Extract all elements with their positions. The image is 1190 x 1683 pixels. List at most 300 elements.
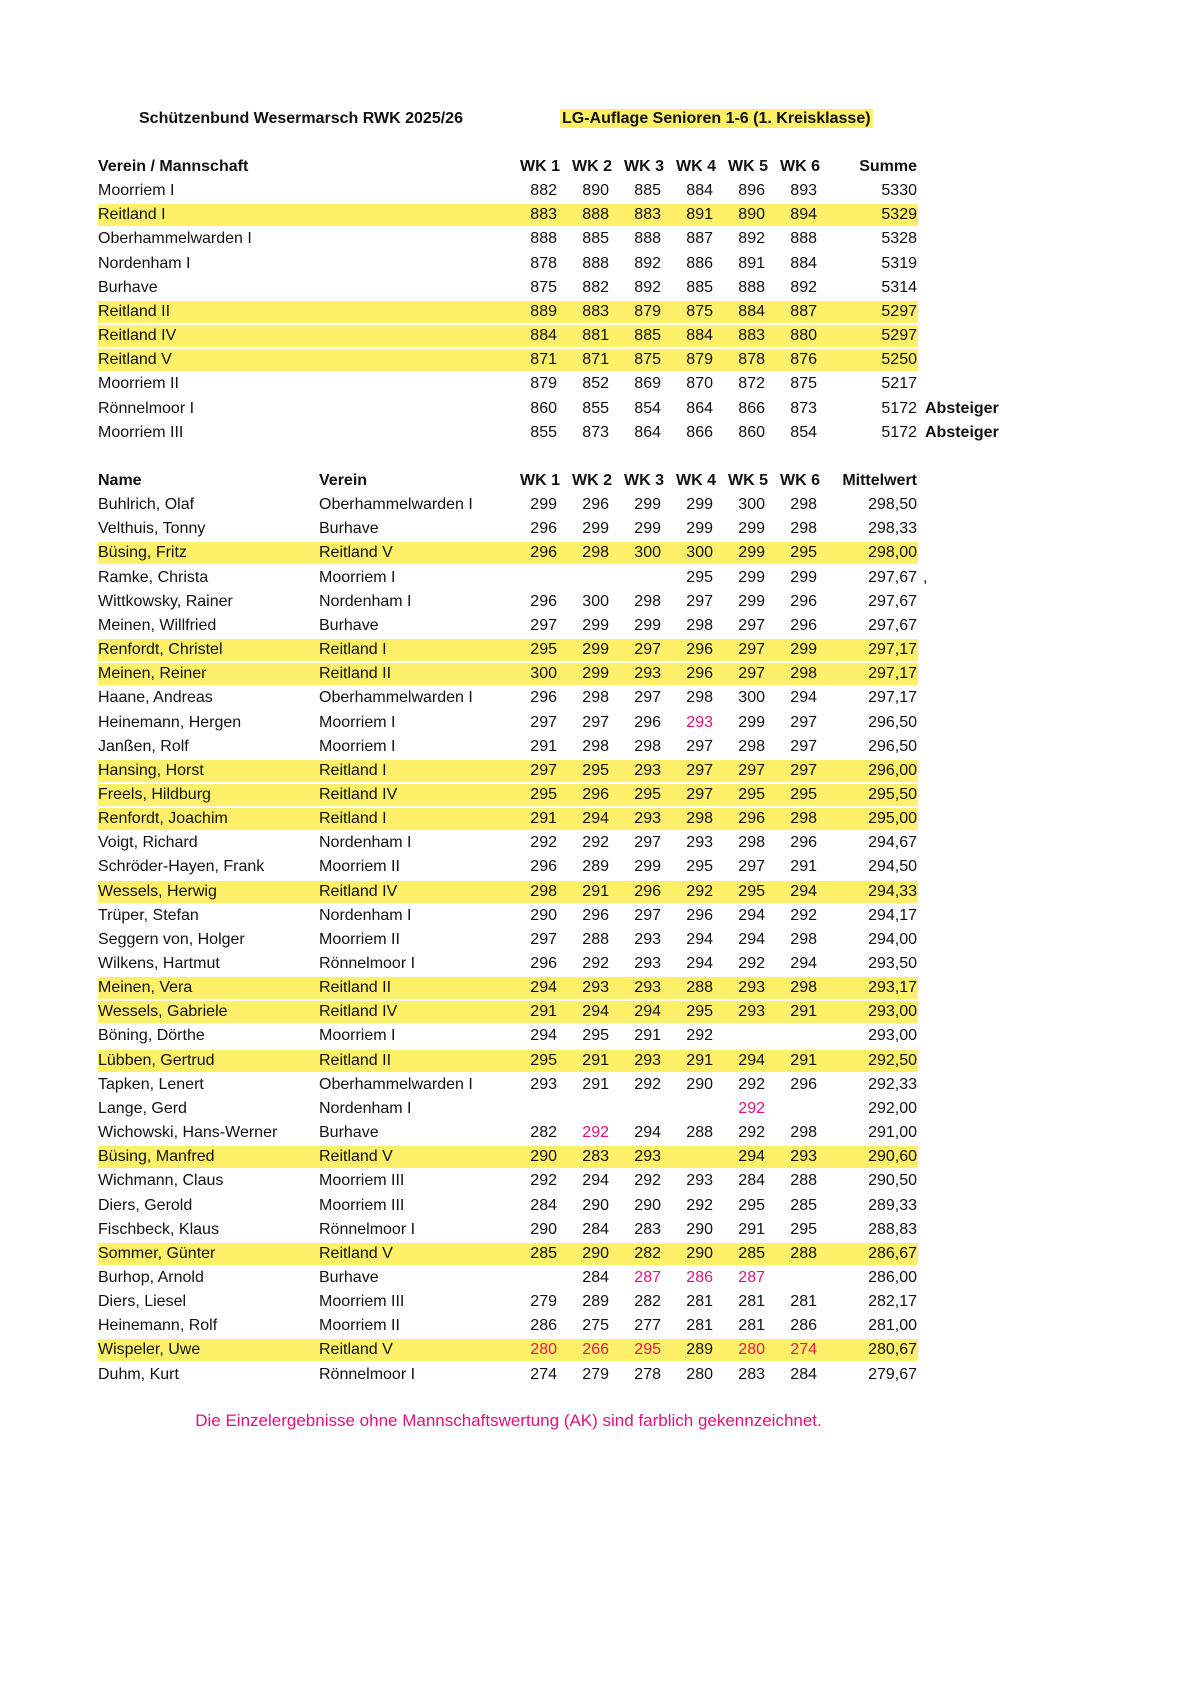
score-cell-marked: 274 [790, 1341, 817, 1359]
score-cell: 294 [530, 979, 557, 997]
score-cell: 299 [634, 858, 661, 876]
score-cell: 299 [582, 665, 609, 683]
score-cell: 873 [790, 399, 817, 417]
average-cell: 292,50 [868, 1051, 917, 1069]
score-cell: 295 [530, 641, 557, 659]
average-cell: 288,83 [868, 1220, 917, 1238]
sum-cell: 5297 [881, 327, 917, 345]
score-cell: 855 [582, 399, 609, 417]
score-cell: 294 [582, 810, 609, 828]
score-cell: 297 [790, 737, 817, 755]
score-cell: 296 [790, 616, 817, 634]
average-cell: 281,00 [868, 1317, 917, 1335]
player-club: Reitland V [319, 1341, 393, 1359]
player-name: Meinen, Reiner [98, 665, 207, 683]
score-cell: 298 [790, 810, 817, 828]
score-cell: 292 [790, 906, 817, 924]
score-cell: 294 [738, 1148, 765, 1166]
score-cell: 298 [686, 616, 713, 634]
average-cell: 294,50 [868, 858, 917, 876]
score-cell: 296 [634, 882, 661, 900]
score-cell: 875 [790, 375, 817, 393]
score-cell: 282 [634, 1244, 661, 1262]
score-cell: 296 [790, 592, 817, 610]
league-title: LG-Auflage Senioren 1-6 (1. Kreisklasse) [562, 110, 871, 127]
score-cell: 291 [738, 1220, 765, 1238]
score-cell: 866 [738, 399, 765, 417]
score-cell: 284 [582, 1220, 609, 1238]
score-cell: 883 [738, 327, 765, 345]
score-cell: 299 [738, 520, 765, 538]
player-row [98, 784, 918, 806]
player-row [98, 591, 918, 613]
player-row [98, 1001, 918, 1023]
player-name: Duhm, Kurt [98, 1365, 179, 1383]
score-cell: 294 [790, 882, 817, 900]
score-cell: 893 [790, 182, 817, 200]
score-cell: 896 [738, 182, 765, 200]
player-club: Burhave [319, 520, 379, 538]
team-name: Rönnelmoor I [98, 399, 195, 417]
player-club: Moorriem I [319, 713, 396, 731]
player-row [98, 929, 918, 951]
score-cell: 888 [530, 230, 557, 248]
player-row [98, 953, 918, 975]
sum-cell: 5314 [881, 278, 917, 296]
score-cell: 890 [582, 182, 609, 200]
player-row [98, 542, 918, 564]
score-cell: 295 [790, 544, 817, 562]
average-cell: 291,00 [868, 1124, 917, 1142]
sum-cell: 5329 [881, 206, 917, 224]
score-cell: 887 [686, 230, 713, 248]
score-cell: 885 [634, 182, 661, 200]
score-cell: 884 [686, 327, 713, 345]
relegation-label: Absteiger [925, 423, 999, 441]
score-cell: 884 [790, 254, 817, 272]
score-cell: 299 [530, 496, 557, 514]
score-cell: 296 [530, 520, 557, 538]
score-cell: 294 [686, 930, 713, 948]
player-club: Reitland V [319, 544, 393, 562]
score-cell: 295 [530, 1051, 557, 1069]
average-cell: 289,33 [868, 1196, 917, 1214]
column-header: WK 5 [728, 158, 768, 175]
score-cell: 297 [686, 761, 713, 779]
score-cell: 873 [582, 423, 609, 441]
score-cell: 298 [686, 689, 713, 707]
player-club: Moorriem I [319, 737, 396, 755]
score-cell: 289 [582, 858, 609, 876]
team-row [98, 180, 918, 202]
player-name: Trüper, Stefan [98, 906, 199, 924]
score-cell: 297 [530, 761, 557, 779]
score-cell: 854 [634, 399, 661, 417]
score-cell: 880 [790, 327, 817, 345]
average-cell: 293,50 [868, 955, 917, 972]
score-cell: 886 [686, 254, 713, 272]
score-cell: 298 [790, 979, 817, 997]
score-cell: 885 [582, 230, 609, 248]
score-cell: 281 [738, 1317, 765, 1335]
average-cell: 290,60 [868, 1148, 917, 1166]
player-club: Oberhammelwarden I [319, 496, 473, 514]
score-cell: 892 [790, 278, 817, 296]
score-cell: 299 [582, 616, 609, 634]
score-cell: 294 [738, 930, 765, 948]
score-cell: 297 [634, 689, 661, 707]
score-cell: 298 [582, 737, 609, 755]
score-cell: 298 [582, 544, 609, 562]
score-cell: 296 [582, 906, 609, 924]
score-cell: 290 [634, 1196, 661, 1214]
player-club: Rönnelmoor I [319, 955, 416, 972]
score-cell-marked: 266 [582, 1341, 609, 1359]
sum-cell: 5297 [881, 302, 917, 320]
team-row [98, 204, 918, 226]
score-cell-marked: 280 [530, 1341, 557, 1359]
player-club: Moorriem I [319, 1027, 396, 1045]
score-cell: 294 [790, 955, 817, 972]
player-club: Moorriem III [319, 1172, 405, 1190]
team-row [98, 301, 918, 323]
score-cell: 295 [530, 785, 557, 803]
player-row [98, 1074, 918, 1096]
average-cell: 279,67 [868, 1365, 917, 1383]
team-name: Moorriem II [98, 375, 179, 393]
player-row [98, 905, 918, 927]
score-cell: 285 [790, 1196, 817, 1214]
score-cell: 284 [738, 1172, 765, 1190]
score-cell: 885 [634, 327, 661, 345]
score-cell: 297 [634, 906, 661, 924]
score-cell: 298 [790, 1124, 817, 1142]
score-cell: 291 [634, 1027, 661, 1045]
player-name: Wilkens, Hartmut [98, 955, 220, 972]
average-cell: 298,50 [868, 496, 917, 514]
score-cell: 296 [686, 906, 713, 924]
score-cell: 296 [790, 834, 817, 852]
player-row [98, 832, 918, 854]
score-cell: 293 [634, 979, 661, 997]
score-cell: 297 [686, 785, 713, 803]
player-club: Reitland IV [319, 785, 398, 803]
player-name: Büsing, Manfred [98, 1148, 215, 1166]
score-cell: 291 [530, 737, 557, 755]
score-cell: 300 [582, 592, 609, 610]
score-cell: 291 [530, 1003, 557, 1021]
score-cell: 296 [582, 785, 609, 803]
score-cell: 300 [634, 544, 661, 562]
score-cell-marked: 292 [582, 1124, 609, 1142]
score-cell: 889 [530, 302, 557, 320]
average-cell: 297,67 [868, 616, 917, 634]
score-cell: 282 [634, 1293, 661, 1311]
score-cell: 298 [530, 882, 557, 900]
average-cell: 286,00 [868, 1268, 917, 1286]
column-header: WK 2 [572, 158, 612, 175]
score-cell: 284 [790, 1365, 817, 1383]
player-name: Wichmann, Claus [98, 1172, 224, 1190]
player-row [98, 1364, 918, 1386]
average-cell: 294,33 [868, 882, 917, 900]
score-cell: 295 [790, 785, 817, 803]
score-cell: 290 [530, 906, 557, 924]
score-cell: 875 [530, 278, 557, 296]
player-name: Lübben, Gertrud [98, 1051, 215, 1069]
score-cell: 297 [738, 641, 765, 659]
score-cell: 297 [738, 665, 765, 683]
score-cell: 297 [530, 616, 557, 634]
player-club: Burhave [319, 616, 379, 634]
score-cell: 293 [686, 1172, 713, 1190]
score-cell: 288 [582, 930, 609, 948]
player-name: Velthuis, Tonny [98, 520, 206, 538]
score-cell: 300 [686, 544, 713, 562]
player-club: Reitland I [319, 810, 387, 828]
score-cell: 876 [790, 351, 817, 369]
player-row [98, 808, 918, 830]
score-cell: 288 [686, 979, 713, 997]
score-cell: 292 [530, 1172, 557, 1190]
score-cell: 888 [582, 254, 609, 272]
score-cell: 295 [686, 568, 713, 586]
team-row [98, 228, 918, 250]
team-name: Moorriem I [98, 182, 175, 200]
score-cell: 878 [530, 254, 557, 272]
relegation-label: Absteiger [925, 399, 999, 417]
player-row [98, 1291, 918, 1313]
average-cell: 280,67 [868, 1341, 917, 1359]
score-cell: 296 [738, 810, 765, 828]
team-row [98, 277, 918, 299]
score-cell: 884 [530, 327, 557, 345]
score-cell: 295 [686, 1003, 713, 1021]
score-cell: 299 [738, 713, 765, 731]
score-cell: 292 [686, 1196, 713, 1214]
score-cell: 296 [686, 641, 713, 659]
score-cell: 883 [582, 302, 609, 320]
score-cell: 298 [790, 930, 817, 948]
score-cell: 294 [686, 955, 713, 972]
column-header: Verein [319, 472, 368, 489]
score-cell: 890 [738, 206, 765, 224]
player-row [98, 663, 918, 685]
team-header-row [98, 156, 918, 178]
player-name: Heinemann, Hergen [98, 713, 242, 731]
sum-cell: 5250 [881, 351, 917, 369]
score-cell-marked: 292 [738, 1099, 765, 1117]
player-name: Janßen, Rolf [98, 737, 189, 755]
score-cell-marked: 286 [686, 1268, 713, 1286]
player-club: Reitland V [319, 1244, 393, 1262]
player-club: Reitland IV [319, 1003, 398, 1021]
score-cell: 298 [790, 496, 817, 514]
score-cell: 284 [530, 1196, 557, 1214]
player-club: Reitland V [319, 1148, 393, 1166]
score-cell: 281 [738, 1293, 765, 1311]
score-cell: 888 [790, 230, 817, 248]
column-header: Mittelwert [842, 472, 917, 489]
score-cell: 278 [634, 1365, 661, 1383]
score-cell: 290 [530, 1220, 557, 1238]
score-cell: 875 [634, 351, 661, 369]
score-cell: 299 [686, 496, 713, 514]
score-cell: 295 [582, 1027, 609, 1045]
average-cell: 297,67 [868, 592, 917, 610]
score-cell: 290 [686, 1075, 713, 1093]
score-cell: 296 [530, 544, 557, 562]
score-cell: 290 [582, 1196, 609, 1214]
average-cell: 296,50 [868, 713, 917, 731]
score-cell: 294 [738, 1051, 765, 1069]
player-club: Burhave [319, 1268, 379, 1286]
score-cell: 281 [686, 1317, 713, 1335]
sum-cell: 5217 [881, 375, 917, 393]
score-cell: 297 [634, 834, 661, 852]
score-cell: 292 [634, 1172, 661, 1190]
average-cell: 282,17 [868, 1293, 917, 1311]
player-name: Wessels, Gabriele [98, 1003, 228, 1021]
player-name: Heinemann, Rolf [98, 1317, 218, 1335]
player-row [98, 1170, 918, 1192]
average-cell: 297,17 [868, 665, 917, 683]
score-cell: 297 [686, 592, 713, 610]
average-cell: 296,00 [868, 761, 917, 779]
average-cell: 297,17 [868, 641, 917, 659]
score-cell: 892 [634, 254, 661, 272]
team-name: Reitland IV [98, 327, 177, 345]
score-cell: 297 [738, 616, 765, 634]
score-cell: 294 [582, 1172, 609, 1190]
score-cell: 289 [582, 1293, 609, 1311]
player-club: Nordenham I [319, 906, 412, 924]
score-cell: 872 [738, 375, 765, 393]
team-row [98, 398, 999, 420]
score-cell: 884 [738, 302, 765, 320]
player-row [98, 856, 918, 878]
score-cell: 300 [530, 665, 557, 683]
average-cell: 294,00 [868, 930, 917, 948]
score-cell: 882 [582, 278, 609, 296]
player-club: Moorriem I [319, 568, 396, 586]
score-cell: 293 [634, 1148, 661, 1166]
player-row [98, 712, 918, 734]
sum-cell: 5328 [881, 230, 917, 248]
score-cell: 300 [738, 689, 765, 707]
player-club: Moorriem II [319, 858, 400, 876]
player-row [98, 1195, 918, 1217]
player-club: Reitland II [319, 665, 392, 683]
sum-cell: 5172 [881, 423, 917, 441]
score-cell: 291 [582, 1051, 609, 1069]
score-cell: 293 [582, 979, 609, 997]
player-row [98, 1243, 918, 1265]
score-cell: 852 [582, 375, 609, 393]
average-cell: 293,17 [868, 979, 917, 997]
score-cell: 283 [634, 1220, 661, 1238]
player-club: Reitland II [319, 1051, 392, 1069]
score-cell: 297 [738, 761, 765, 779]
player-name: Lange, Gerd [98, 1099, 187, 1117]
document-title: Schützenbund Wesermarsch RWK 2025/26 [139, 110, 463, 127]
score-cell: 293 [738, 979, 765, 997]
player-name: Renfordt, Joachim [98, 810, 228, 828]
player-name: Böning, Dörthe [98, 1027, 205, 1045]
score-cell: 293 [686, 834, 713, 852]
score-cell: 299 [634, 616, 661, 634]
column-header: Summe [859, 158, 917, 175]
player-name: Ramke, Christa [98, 568, 209, 586]
team-name: Nordenham I [98, 254, 191, 272]
average-cell: 290,50 [868, 1172, 917, 1190]
score-cell: 297 [634, 641, 661, 659]
score-cell: 297 [790, 761, 817, 779]
score-cell-marked: 280 [738, 1341, 765, 1359]
score-cell-marked: 293 [686, 713, 713, 731]
column-header: WK 4 [676, 472, 716, 489]
score-cell: 293 [634, 930, 661, 948]
score-cell: 292 [582, 955, 609, 972]
column-header: WK 4 [676, 158, 716, 175]
score-cell: 293 [530, 1075, 557, 1093]
score-cell: 297 [790, 713, 817, 731]
score-cell: 299 [790, 641, 817, 659]
score-cell: 294 [790, 689, 817, 707]
score-cell: 290 [686, 1244, 713, 1262]
player-name: Freels, Hildburg [98, 785, 211, 803]
score-cell: 888 [738, 278, 765, 296]
average-cell: 293,00 [868, 1003, 917, 1021]
player-row [98, 1122, 918, 1144]
score-cell: 869 [634, 375, 661, 393]
score-cell: 295 [738, 1196, 765, 1214]
score-cell: 293 [634, 665, 661, 683]
score-cell: 289 [686, 1341, 713, 1359]
player-club: Reitland I [319, 761, 387, 779]
player-name: Wittkowsky, Rainer [98, 592, 233, 610]
score-cell: 297 [530, 713, 557, 731]
score-cell: 298 [738, 834, 765, 852]
score-cell: 291 [790, 1051, 817, 1069]
player-row [98, 977, 918, 999]
column-header: WK 3 [624, 158, 664, 175]
player-club: Moorriem III [319, 1196, 405, 1214]
player-row [98, 736, 918, 758]
score-cell: 291 [530, 810, 557, 828]
score-cell: 277 [634, 1317, 661, 1335]
score-cell: 293 [738, 1003, 765, 1021]
score-cell: 298 [790, 520, 817, 538]
column-header: Verein / Mannschaft [98, 158, 249, 175]
score-cell: 279 [530, 1293, 557, 1311]
score-cell: 291 [582, 1075, 609, 1093]
score-cell: 288 [790, 1244, 817, 1262]
score-cell: 288 [790, 1172, 817, 1190]
team-name: Reitland II [98, 302, 171, 320]
score-cell: 299 [634, 520, 661, 538]
player-club: Nordenham I [319, 834, 412, 852]
player-row [98, 760, 918, 782]
score-cell: 866 [686, 423, 713, 441]
score-cell: 892 [634, 278, 661, 296]
team-row [98, 373, 918, 395]
player-club: Oberhammelwarden I [319, 689, 473, 707]
player-name: Burhop, Arnold [98, 1268, 204, 1286]
score-cell: 881 [582, 327, 609, 345]
score-cell: 875 [686, 302, 713, 320]
player-club: Oberhammelwarden I [319, 1075, 473, 1093]
